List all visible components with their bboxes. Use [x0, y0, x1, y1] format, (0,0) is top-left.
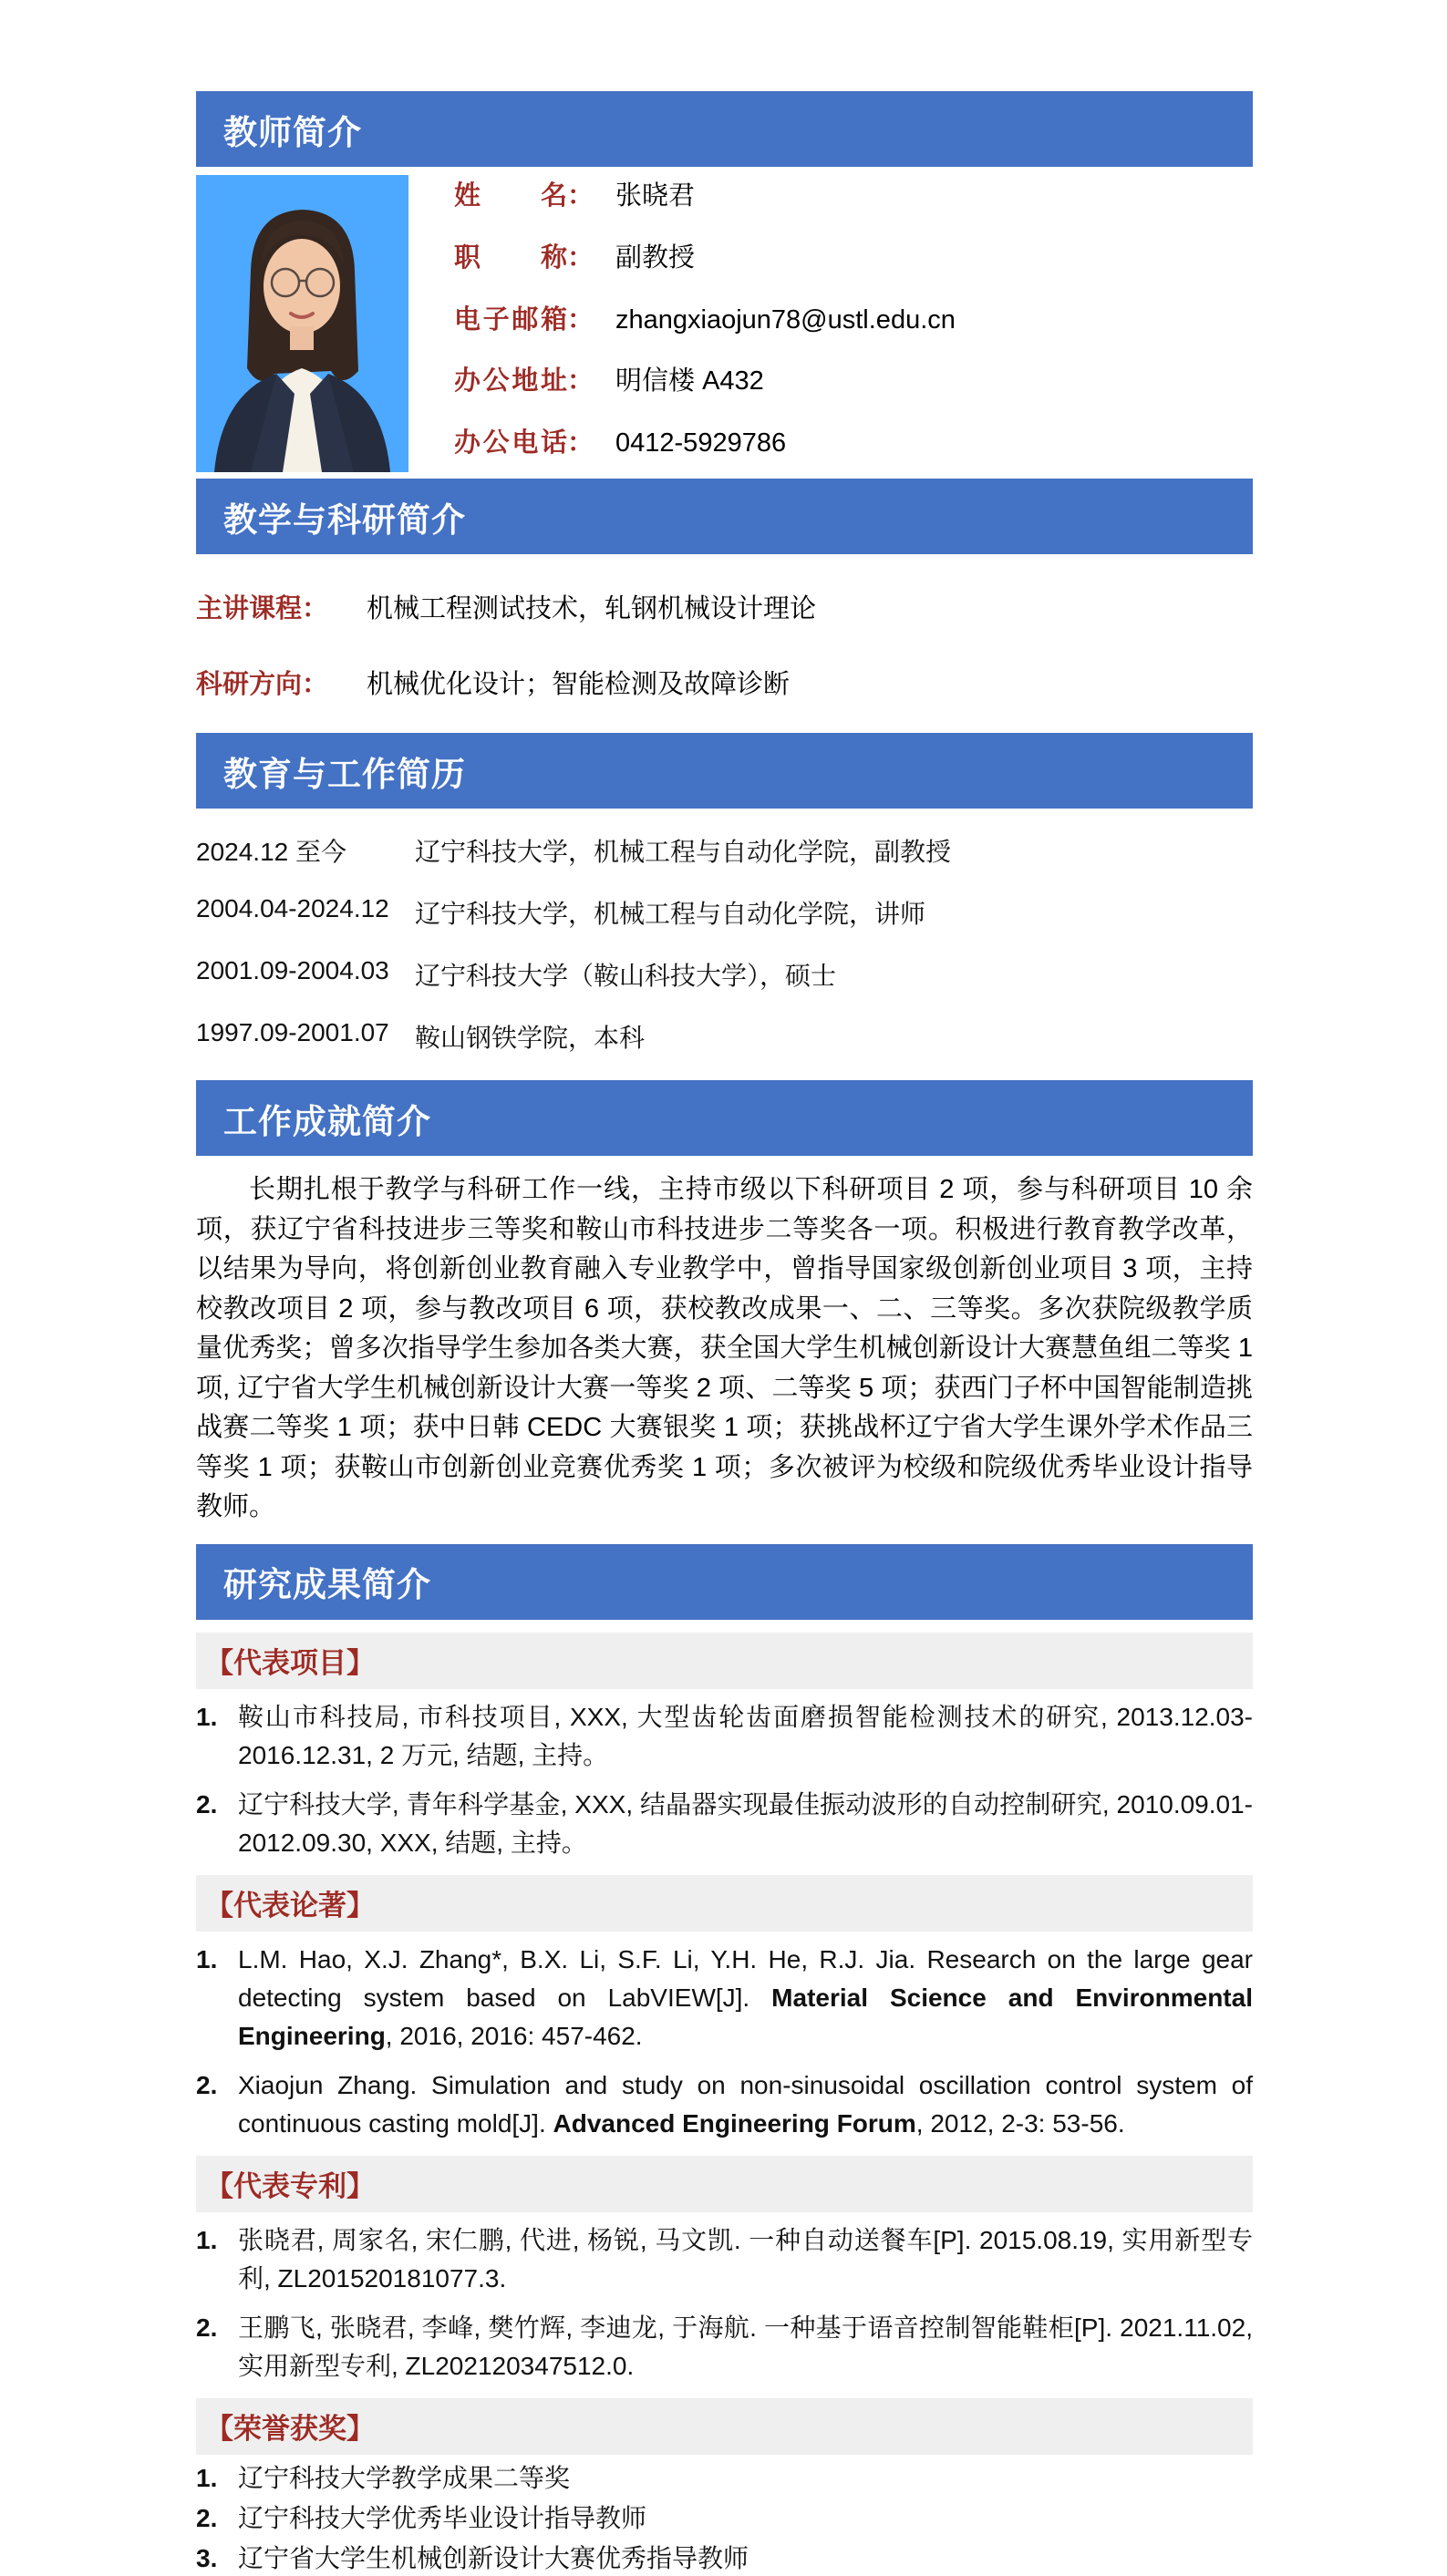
- subsection-title: 【荣誉获奖】: [205, 2413, 375, 2445]
- item-number: 1.: [196, 2463, 218, 2492]
- patent-item: [196, 2309, 1253, 2385]
- teaching-value-courses: 机械工程测试技术，轧钢机械设计理论: [367, 594, 817, 623]
- section-header-research-results: [196, 1544, 1253, 1620]
- item-number: 1.: [196, 1702, 218, 1731]
- education-detail: 辽宁科技大学（鞍山科技大学），硕士: [415, 962, 837, 990]
- item-number: 1.: [196, 2225, 218, 2254]
- teacher-photo-illustration: [196, 175, 408, 472]
- honor-item: [196, 2462, 1253, 2495]
- subsection-title: 【代表专利】: [205, 2170, 375, 2202]
- label-colon: ：: [567, 366, 594, 397]
- teaching-label-courses: 主讲课程: [196, 594, 303, 623]
- field-value-email: zhangxiaojun78@ustl.edu.cn: [615, 304, 956, 335]
- item-number: 2.: [196, 1789, 218, 1819]
- project-item: [196, 1786, 1253, 1862]
- field-value-title: 副教授: [615, 242, 696, 273]
- field-label-email: 电子邮箱: [454, 304, 567, 335]
- honor-text: 辽宁科技大学优秀毕业设计指导教师: [238, 2503, 647, 2532]
- honor-item: [196, 2502, 1253, 2535]
- subsection-title: 【代表项目】: [205, 1647, 375, 1679]
- education-row: [196, 943, 1253, 1005]
- field-label-phone: 办公电话: [454, 428, 567, 459]
- teaching-value-research-direction: 机械优化设计；智能检测及故障诊断: [367, 670, 791, 699]
- project-text: 鞍山市科技局, 市科技项目, XXX, 大型齿轮齿面磨损智能检测技术的研究, 2013.12.03-2016.12.31, 2 万元, 结题, 主持。: [238, 1702, 1253, 1769]
- citation-text: Xiaojun Zhang. Simulation and study on non-sinusoidal oscillation control system of continuous casting mold[J].: [238, 2070, 1253, 2138]
- item-number: 2.: [196, 2503, 218, 2532]
- subsection-title: 【代表论著】: [205, 1890, 375, 1922]
- education-block: [196, 809, 1253, 1080]
- section-header-teacher-profile: [196, 91, 1253, 167]
- honor-text: 辽宁省大学生机械创新设计大赛优秀指导教师: [238, 2544, 749, 2573]
- section-title: 工作成就简介: [223, 1102, 431, 1140]
- profile-fields: [408, 175, 1253, 472]
- project-text: 辽宁科技大学, 青年科学基金, XXX, 结晶器实现最佳振动波形的自动控制研究, 2010.09.01-2012.09.30, XXX, 结题, 主持。: [238, 1789, 1253, 1857]
- patent-text: 王鹏飞, 张晓君, 李峰, 樊竹辉, 李迪龙, 于海航. 一种基于语音控制智能鞋柜[P]. 2021.11.02, 实用新型专利, ZL202120347512.0.: [238, 2313, 1253, 2380]
- education-detail: 鞍山钢铁学院，本科: [415, 1024, 646, 1052]
- field-row-name: [454, 180, 1253, 212]
- patent-text: 张晓君, 周家名, 宋仁鹏, 代进, 杨锐, 马文凯. 一种自动送餐车[P]. 2015.08.19, 实用新型专利, ZL201520181077.3.: [238, 2225, 1253, 2293]
- field-value-name: 张晓君: [615, 181, 696, 211]
- item-number: 2.: [196, 2070, 218, 2099]
- subsection-header-projects: [196, 1633, 1253, 1689]
- field-row-email: [454, 304, 1253, 336]
- journal-name: Advanced Engineering Forum: [553, 2108, 916, 2138]
- education-period: 1997.09-2001.07: [196, 1018, 389, 1046]
- subsection-header-papers: [196, 1875, 1253, 1932]
- subsection-header-patents: [196, 2156, 1253, 2212]
- field-value-phone: 0412-5929786: [615, 428, 787, 459]
- field-value-office: 明信楼 A432: [615, 366, 764, 397]
- section-title: 研究成果简介: [223, 1566, 431, 1603]
- honor-text: 辽宁科技大学教学成果二等奖: [238, 2463, 571, 2492]
- education-row: [196, 881, 1253, 943]
- field-label-title: 职称: [454, 242, 567, 273]
- teaching-block: [196, 554, 1253, 733]
- paper-item: [196, 1941, 1253, 2056]
- item-number: 3.: [196, 2544, 218, 2573]
- teaching-row-courses: [196, 569, 1253, 644]
- section-header-teaching-research: [196, 479, 1253, 554]
- education-detail: 辽宁科技大学，机械工程与自动化学院，讲师: [415, 900, 926, 928]
- field-label-name: 姓名: [454, 181, 567, 211]
- project-item: [196, 1698, 1253, 1775]
- label-colon: ：: [302, 594, 329, 623]
- patent-item: [196, 2221, 1253, 2298]
- education-period: 2001.09-2004.03: [196, 956, 389, 984]
- teaching-label-research-direction: 科研方向: [196, 670, 303, 699]
- subsection-header-honors: [196, 2398, 1253, 2455]
- section-title: 教学与科研简介: [223, 500, 466, 539]
- honor-item: [196, 2542, 1253, 2575]
- section-header-education-career: [196, 733, 1253, 809]
- profile-block: [196, 175, 1253, 472]
- label-colon: ：: [567, 181, 594, 211]
- field-row-phone: [454, 428, 1253, 459]
- journal-name: Material Science and Environmental Engineering: [238, 1983, 1253, 2050]
- education-row: [196, 1005, 1253, 1067]
- citation-text: L.M. Hao, X.J. Zhang*, B.X. Li, S.F. Li, Y.H. He, R.J. Jia. Research on the large gear detecting system based on LabVIEW[J].: [238, 1944, 1253, 2012]
- field-row-title: [454, 242, 1253, 274]
- section-title: 教师简介: [223, 113, 362, 151]
- education-detail: 辽宁科技大学，机械工程与自动化学院，副教授: [415, 838, 952, 866]
- label-colon: ：: [567, 304, 594, 335]
- section-title: 教育与工作简历: [223, 755, 466, 793]
- honors-list: [196, 2462, 1253, 2576]
- paper-citation: [238, 1941, 1253, 2056]
- paper-item: [196, 2066, 1253, 2143]
- citation-text: , 2012, 2-3: 53-56.: [915, 2108, 1125, 2138]
- section-header-work-achievements: [196, 1080, 1253, 1156]
- item-number: 2.: [196, 2313, 218, 2342]
- field-row-office: [454, 366, 1253, 397]
- education-period: 2024.12 至今: [196, 838, 346, 866]
- teacher-photo: [196, 175, 408, 472]
- label-colon: ：: [302, 670, 329, 699]
- item-number: 1.: [196, 1944, 218, 1973]
- achievements-paragraph: 长期扎根于教学与科研工作一线，主持市级以下科研项目 2 项，参与科研项目 10 余项，获辽宁省科技进步三等奖和鞍山市科技进步二等奖各一项。积极进行教育教学改革，以结果为导向，将创新创业教育融入专业教学中，曾指导国家级创新创业项目 3 项，主持校教改项目 2 项，参与教改项目 6 项，获校教改成果一、二、三等奖。多次获院级教学质量优秀奖；曾多次指导学生参加各类大赛，获全国大学生机械创新设计大赛慧鱼组二等奖 1 项, 辽宁省大学生机械创新设计大赛一等奖 2 项、二等奖 5 项；获西门子杯中国智能制造挑战赛二等奖 1 项；获中日韩 CEDC 大赛银奖 1 项；获挑战杯辽宁省大学生课外学术作品三等奖 1 项；获鞍山市创新创业竞赛优秀奖 1 项；多次被评为校级和院级优秀毕业设计指导教师。: [196, 1175, 1253, 1521]
- teaching-row-research-direction: [196, 644, 1253, 720]
- label-colon: ：: [567, 428, 594, 459]
- label-colon: ：: [567, 242, 594, 273]
- citation-text: , 2016, 2016: 457-462.: [385, 2021, 643, 2050]
- field-label-office: 办公地址: [454, 366, 567, 397]
- education-row: [196, 819, 1253, 881]
- paper-citation: [238, 2066, 1253, 2143]
- education-period: 2004.04-2024.12: [196, 894, 389, 922]
